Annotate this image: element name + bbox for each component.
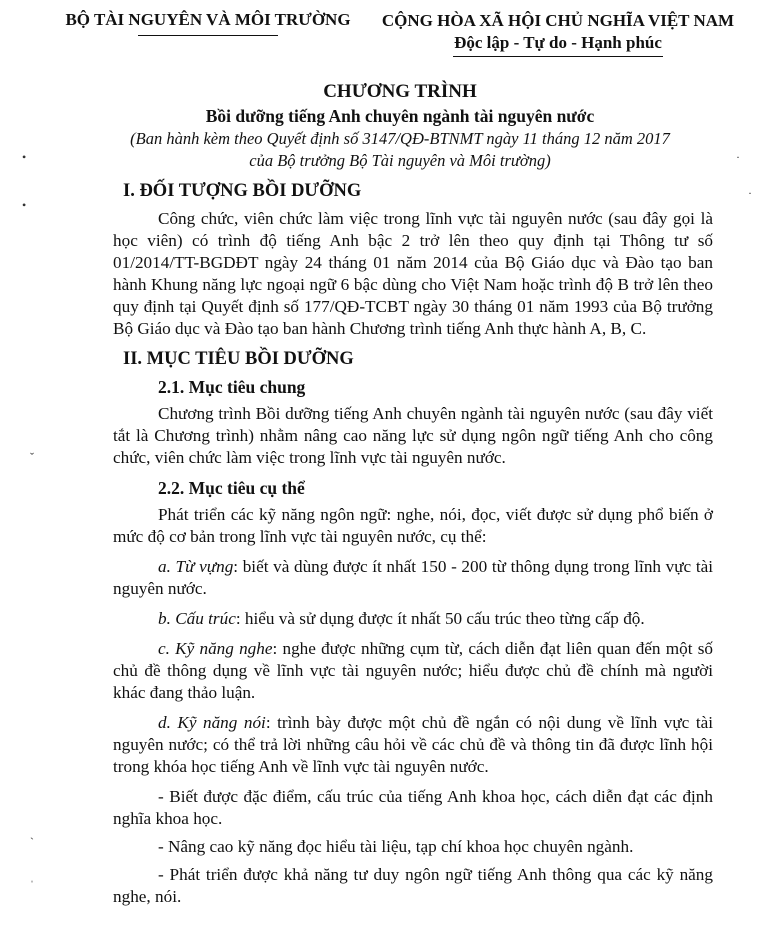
issuance-note-line2: của Bộ trưởng Bộ Tài nguyên và Môi trường) bbox=[249, 151, 551, 170]
ministry-name: BỘ TÀI NGUYÊN VÀ MÔI TRƯỜNG bbox=[65, 10, 351, 29]
section-2-1-paragraph: Chương trình Bồi dưỡng tiếng Anh chuyên ngành tài nguyên nước (sau đây viết tắt là Chương trình) nhằm nâng cao năng lực sử dụng ngôn ngữ tiếng Anh cho công chức, viên chức làm việc trong lĩnh vực tài nguyên nước. bbox=[113, 404, 713, 467]
bullet-1: - Biết được đặc điểm, cấu trúc của tiếng Anh khoa học, cách diễn đạt các định nghĩa khoa học. bbox=[113, 787, 713, 828]
scan-speck: · bbox=[748, 186, 752, 200]
item-d-text: : trình bày được một chủ đề ngắn có nội dung về lĩnh vực tài nguyên nước; có thể trả lời những câu hỏi về các chủ đề và thông tin đã được lĩnh hội trong khóa học tiếng Anh về lĩnh vực tài nguyên nước. bbox=[113, 713, 713, 776]
scan-speck: ˋ bbox=[30, 835, 34, 849]
bullet-3: - Phát triển được khả năng tư duy ngôn ngữ tiếng Anh thông qua các kỹ năng nghe, nói. bbox=[113, 865, 713, 906]
document-subtitle: Bồi dưỡng tiếng Anh chuyên ngành tài nguyên nước bbox=[205, 106, 595, 126]
title-block bbox=[100, 80, 700, 172]
ministry-header bbox=[58, 10, 358, 36]
motto-underline bbox=[453, 56, 663, 57]
section-2-1-heading: 2.1. Mục tiêu chung bbox=[158, 377, 306, 397]
scan-speck: ˇ bbox=[30, 450, 34, 464]
bullet-2: - Nâng cao kỹ năng đọc hiểu tài liệu, tạp chí khoa học chuyên ngành. bbox=[158, 837, 634, 856]
scan-speck: ˈ bbox=[30, 878, 34, 892]
item-d bbox=[113, 712, 713, 778]
ministry-underline bbox=[138, 35, 278, 36]
scan-speck: · bbox=[736, 150, 740, 164]
item-d-label: d. Kỹ năng nói bbox=[158, 713, 266, 732]
item-a-label: a. Từ vựng bbox=[158, 557, 234, 576]
section-2-2-intro: Phát triển các kỹ năng ngôn ngữ: nghe, nói, đọc, viết được sử dụng phổ biến ở mức độ cơ bản trong lĩnh vực tài nguyên nước, cụ thể: bbox=[113, 505, 713, 546]
national-motto: Độc lập - Tự do - Hạnh phúc bbox=[454, 33, 662, 52]
scan-speck: • bbox=[22, 198, 27, 212]
national-header bbox=[368, 10, 748, 57]
item-c bbox=[113, 638, 713, 704]
item-c-label: c. Kỹ năng nghe bbox=[158, 639, 273, 658]
section-1-paragraph: Công chức, viên chức làm việc trong lĩnh vực tài nguyên nước (sau đây gọi là học viên) có trình độ tiếng Anh bậc 2 trở lên theo quy định tại Thông tư số 01/2014/TT-BGDĐT ngày 24 tháng 01 năm 2014 của Bộ Giáo dục và Đào tạo ban hành Khung năng lực ngoại ngữ 6 bậc dùng cho Việt Nam hoặc trình độ B trở lên theo quy định tại Quyết định số 177/QĐ-TCBT ngày 30 tháng 01 năm 1993 của Bộ trưởng Bộ Giáo dục và Đào tạo ban hành Chương trình tiếng Anh thực hành A, B, C. bbox=[113, 209, 713, 338]
item-a bbox=[113, 556, 713, 600]
document-body bbox=[113, 180, 713, 914]
item-b bbox=[113, 608, 713, 630]
section-1-heading: I. ĐỐI TƯỢNG BỒI DƯỠNG bbox=[123, 181, 362, 201]
item-a-text: : biết và dùng được ít nhất 150 - 200 từ thông dụng trong lĩnh vực tài nguyên nước. bbox=[113, 557, 714, 598]
document-title: CHƯƠNG TRÌNH bbox=[323, 81, 477, 102]
issuance-note-line1: (Ban hành kèm theo Quyết định số 3147/QĐ-BTNMT ngày 11 tháng 12 năm 2017 bbox=[130, 129, 670, 148]
item-b-text: : hiểu và sử dụng được ít nhất 50 cấu trúc theo từng cấp độ. bbox=[235, 609, 645, 628]
country-name: CỘNG HÒA XÃ HỘI CHỦ NGHĨA VIỆT NAM bbox=[381, 11, 735, 30]
item-c-text: : nghe được những cụm từ, cách diễn đạt liên quan đến một số chủ đề thông dụng về lĩnh vực tài nguyên nước; hiểu được chủ đề chính mà người khác đang thảo luận. bbox=[113, 639, 713, 702]
item-b-label: b. Cấu trúc bbox=[158, 609, 236, 628]
scan-speck: • bbox=[22, 150, 27, 164]
section-2-2-heading: 2.2. Mục tiêu cụ thể bbox=[158, 478, 305, 498]
section-2-heading: II. MỤC TIÊU BỒI DƯỠNG bbox=[123, 349, 354, 369]
